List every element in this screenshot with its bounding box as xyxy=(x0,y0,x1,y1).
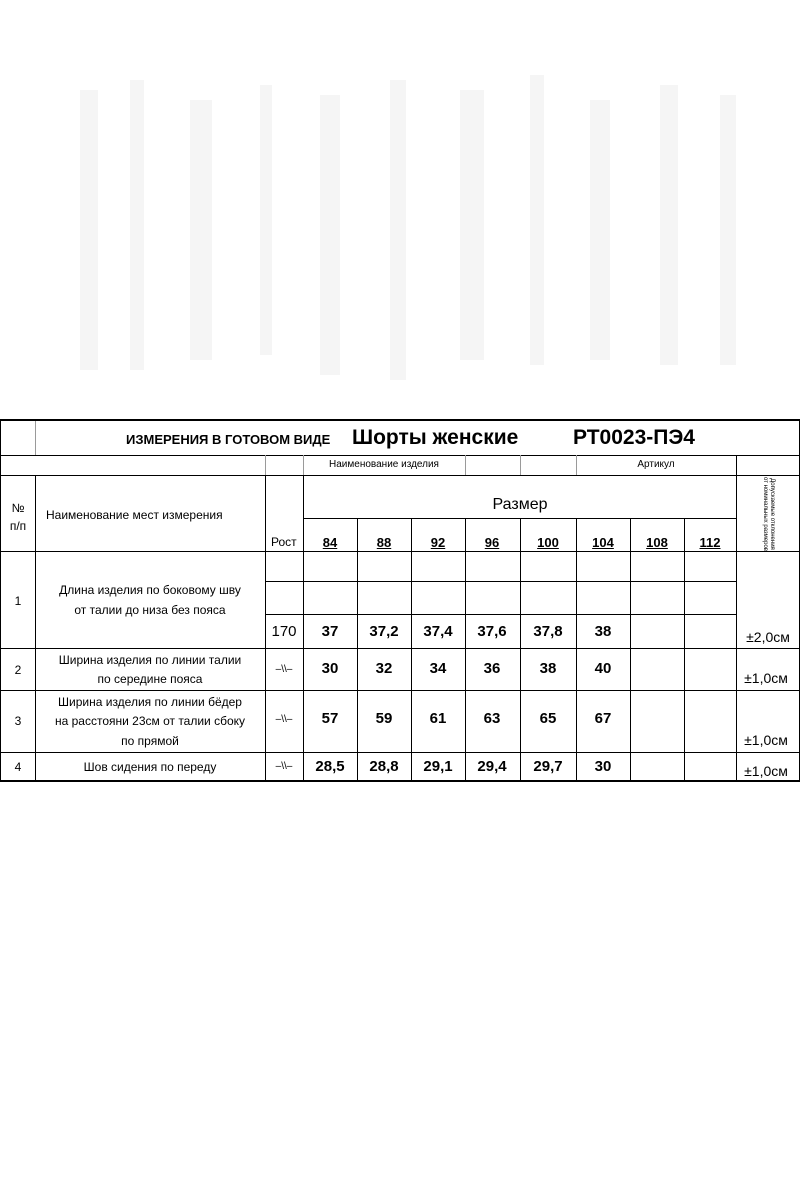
tolerance-value: ±2,0см xyxy=(746,629,790,645)
size-value: 28,8 xyxy=(369,758,399,775)
size-group-label: Размер xyxy=(492,496,548,513)
size-value: 40 xyxy=(594,660,612,677)
row-number: 1 xyxy=(14,594,22,608)
size-header: 92 xyxy=(430,535,446,550)
size-header: 100 xyxy=(537,535,559,550)
height-value: 170 xyxy=(271,623,297,640)
size-value: 36 xyxy=(483,660,501,677)
size-value: 30 xyxy=(321,660,339,677)
size-value: 61 xyxy=(429,710,447,727)
product-name: Шорты женские xyxy=(352,426,519,449)
measurement-name: по середине пояса xyxy=(97,672,203,686)
size-value: 65 xyxy=(539,710,557,727)
background-ghost-marks xyxy=(60,70,760,400)
size-value: 37,4 xyxy=(423,623,453,640)
product-name-label: Наименование изделия xyxy=(329,459,439,470)
size-value: 38 xyxy=(594,623,612,640)
tolerance-header xyxy=(737,476,799,551)
col-place-label: Наименование мест измерения xyxy=(46,508,223,522)
height-value: –\\– xyxy=(275,664,293,675)
size-value: 37,8 xyxy=(533,623,563,640)
sheet-caption: ИЗМЕРЕНИЯ В ГОТОВОМ ВИДЕ xyxy=(126,432,331,447)
size-value: 32 xyxy=(375,660,393,677)
size-header: 84 xyxy=(322,535,338,550)
size-value: 63 xyxy=(483,710,501,727)
measurement-name: Ширина изделия по линии талии xyxy=(58,653,242,667)
size-value: 37 xyxy=(321,623,339,640)
measurement-name: Шов сидения по переду xyxy=(83,760,217,774)
size-value: 67 xyxy=(594,710,612,727)
col-height-label: Рост xyxy=(271,535,297,549)
measurement-name: по прямой xyxy=(121,734,179,748)
size-value: 37,6 xyxy=(477,623,507,640)
measurement-name: от талии до низа без пояса xyxy=(74,603,226,617)
tolerance-value: ±1,0см xyxy=(744,670,788,686)
col-num-label: № п/п xyxy=(9,501,27,533)
size-value: 57 xyxy=(321,710,339,727)
article-label: Артикул xyxy=(637,459,675,470)
measurement-name: Ширина изделия по линии бёдер xyxy=(58,695,242,709)
size-value: 28,5 xyxy=(315,758,345,775)
size-value: 29,4 xyxy=(477,758,507,775)
row-number: 2 xyxy=(14,663,22,677)
row-number: 3 xyxy=(14,714,22,728)
size-value: 38 xyxy=(539,660,557,677)
size-header: 96 xyxy=(484,535,500,550)
tolerance-label: Допускаемые отклонения от номинальных размеров xyxy=(762,476,775,551)
size-header: 104 xyxy=(592,535,614,550)
height-value: –\\– xyxy=(275,761,293,772)
measurement-name: на расстояни 23см от талии сбоку xyxy=(54,714,246,728)
size-header: 88 xyxy=(376,535,392,550)
size-value: 30 xyxy=(594,758,612,775)
size-value: 37,2 xyxy=(369,623,399,640)
size-value: 59 xyxy=(375,710,393,727)
tolerance-value: ±1,0см xyxy=(744,732,788,748)
size-value: 34 xyxy=(429,660,447,677)
measurement-name: Длина изделия по боковому шву xyxy=(59,583,241,597)
row-number: 4 xyxy=(14,760,22,774)
size-header: 108 xyxy=(646,535,668,550)
article-number: РТ0023-ПЭ4 xyxy=(573,426,695,449)
height-value: –\\– xyxy=(275,714,293,725)
size-header: 112 xyxy=(699,535,721,550)
size-value: 29,1 xyxy=(423,758,453,775)
size-value: 29,7 xyxy=(533,758,563,775)
tolerance-value: ±1,0см xyxy=(744,763,788,779)
